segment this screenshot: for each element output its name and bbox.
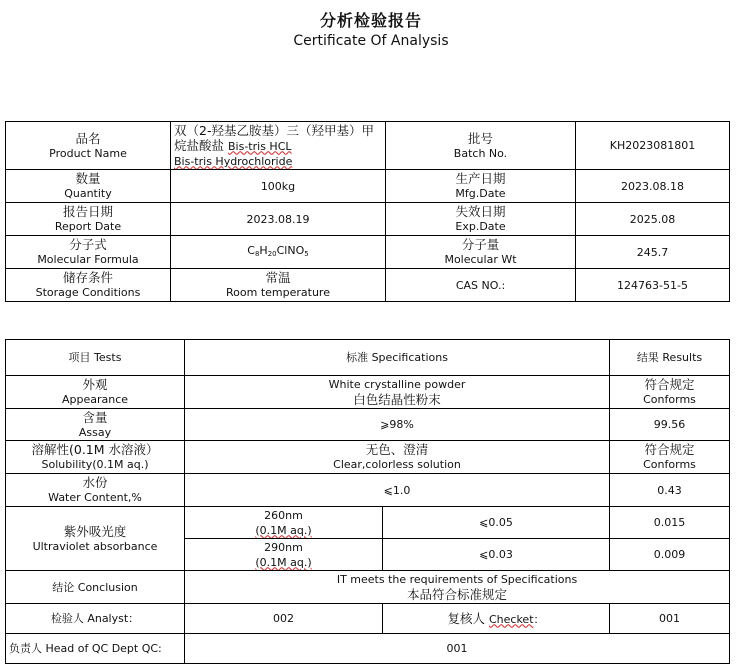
uv-label: 紫外吸光度 Ultraviolet absorbance [6, 507, 185, 571]
table-row [6, 170, 730, 203]
analyst-value: 002 [185, 604, 383, 634]
appearance-result: 符合规定 Conforms [610, 376, 730, 409]
solubility-result: 符合规定 Conforms [610, 441, 730, 474]
product-name-value: 双（2-羟基乙胺基）三（羟甲基）甲烷盐酸盐 Bis-tris HCL Bis-tris Hydrochloride [171, 122, 386, 170]
solubility-label: 溶解性(0.1M 水溶液） Solubility(0.1M aq.) [6, 441, 185, 474]
uv-260-condition: 260nm (0.1M aq.) [185, 507, 383, 539]
conclusion-label: 结论 Conclusion [6, 571, 185, 604]
table-row [6, 236, 730, 269]
checker-label: 复核人 Checket： [383, 604, 610, 634]
cas-label: CAS NO.: [386, 269, 576, 302]
product-name-label: 品名 Product Name [6, 122, 171, 170]
table-row [6, 409, 730, 441]
table-row [6, 474, 730, 507]
table-row [6, 604, 730, 634]
title-chinese: 分析检验报告 [319, 11, 422, 30]
solubility-spec: 无色、澄清 Clear,colorless solution [185, 441, 610, 474]
assay-result: 99.56 [610, 409, 730, 441]
test-results-table [5, 339, 730, 664]
table-row [6, 441, 730, 474]
mol-wt-label: 分子量 Molecular Wt [386, 236, 576, 269]
head-qc-label: 负责人 Head of QC Dept QC: [6, 634, 185, 664]
report-date-label: 报告日期 Report Date [6, 203, 171, 236]
col-header-specifications: 标准 Specifications [185, 340, 610, 376]
appearance-spec: White crystalline powder 白色结晶性粉末 [185, 376, 610, 409]
uv-290-spec: ⩽0.03 [383, 539, 610, 571]
assay-label: 含量 Assay [6, 409, 185, 441]
mfg-date-label: 生产日期 Mfg.Date [386, 170, 576, 203]
appearance-label: 外观 Appearance [6, 376, 185, 409]
water-result: 0.43 [610, 474, 730, 507]
storage-value: 常温 Room temperature [171, 269, 386, 302]
water-spec: ⩽1.0 [185, 474, 610, 507]
table-header-row [6, 340, 730, 376]
table-row [6, 634, 730, 664]
mfg-date-value: 2023.08.18 [576, 170, 730, 203]
batch-no-label: 批号 Batch No. [386, 122, 576, 170]
table-row [6, 376, 730, 409]
product-info-table [5, 121, 730, 302]
storage-label: 储存条件 Storage Conditions [6, 269, 171, 302]
mol-wt-value: 245.7 [576, 236, 730, 269]
table-row [6, 269, 730, 302]
table-row [6, 571, 730, 604]
checker-value: 001 [610, 604, 730, 634]
title-english: Certificate Of Analysis [293, 33, 449, 49]
head-qc-value: 001 [185, 634, 730, 664]
col-header-results: 结果 Results [610, 340, 730, 376]
batch-no-value: KH2023081801 [576, 122, 730, 170]
table-row [6, 203, 730, 236]
table-row [6, 122, 730, 170]
conclusion-text: IT meets the requirements of Specifications 本品符合标准规定 [185, 571, 730, 604]
uv-260-spec: ⩽0.05 [383, 507, 610, 539]
uv-290-result: 0.009 [610, 539, 730, 571]
exp-date-value: 2025.08 [576, 203, 730, 236]
formula-value: $C_8H_{20}ClNO_5$ [171, 236, 386, 269]
assay-spec: ⩾98% [185, 409, 610, 441]
report-date-value: 2023.08.19 [171, 203, 386, 236]
uv-290-condition: 290nm (0.1M aq.) [185, 539, 383, 571]
formula-label: 分子式 Molecular Formula [6, 236, 171, 269]
exp-date-label: 失效日期 Exp.Date [386, 203, 576, 236]
analyst-label: 检验人 Analyst： [6, 604, 185, 634]
table-row [6, 507, 730, 539]
quantity-label: 数量 Quantity [6, 170, 171, 203]
col-header-tests: 项目 Tests [6, 340, 185, 376]
cas-value: 124763-51-5 [576, 269, 730, 302]
uv-260-result: 0.015 [610, 507, 730, 539]
water-label: 水份 Water Content,% [6, 474, 185, 507]
quantity-value: 100kg [171, 170, 386, 203]
